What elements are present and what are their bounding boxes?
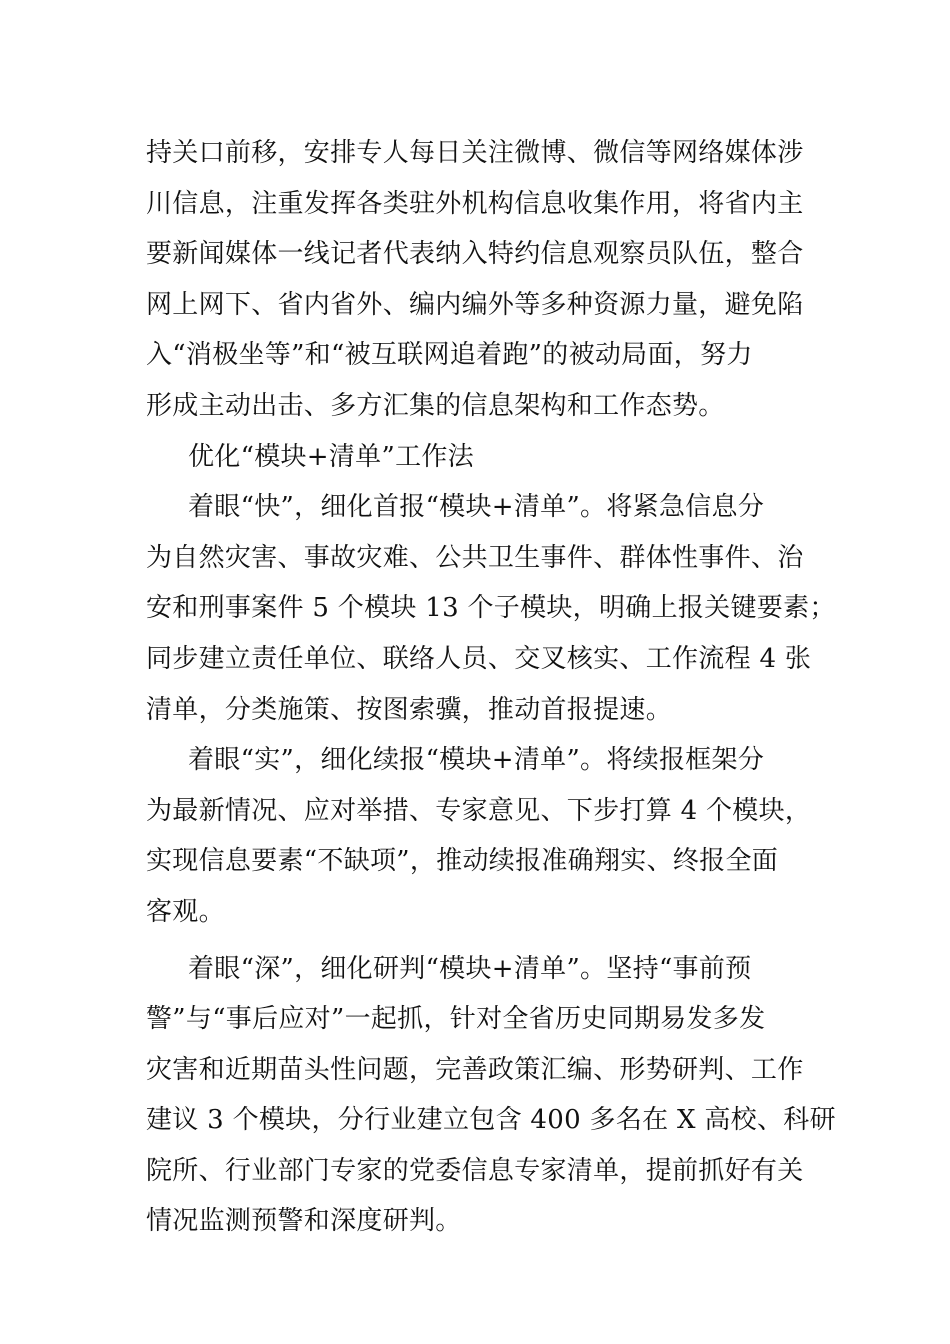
text-line: 持关口前移，安排专人每日关注微博、微信等网络媒体涉 (146, 138, 804, 168)
text-line: 网上网下、省内省外、编内编外等多种资源力量，避免陷 (146, 289, 804, 320)
section-heading (146, 432, 810, 483)
text-line: 客观。 (146, 896, 225, 927)
document-body (146, 128, 836, 1247)
text-line: 警”与“事后应对”一起抓，针对全省历史同期易发多发 (146, 1004, 766, 1035)
text-line: 着眼“实”，细化续报“模块+清单”。将续报框架分 (188, 745, 765, 776)
text-line: 入“消极坐等”和“被互联网追着跑”的被动局面，努力 (146, 340, 753, 371)
text-line: 灾害和近期苗头性问题，完善政策汇编、形势研判、工作 (146, 1054, 804, 1085)
paragraph-p3 (146, 735, 810, 937)
paragraph-p4 (146, 944, 836, 1248)
text-line: 着眼“深”，细化研判“模块+清单”。坚持“事前预 (188, 953, 752, 984)
text-line: 为自然灾害、事故灾难、公共卫生事件、群体性事件、治 (146, 542, 804, 573)
paragraph-p2 (146, 482, 836, 735)
text-line: 院所、行业部门专家的党委信息专家清单，提前抓好有关 (146, 1155, 804, 1186)
text-line: 情况监测预警和深度研判。 (146, 1206, 462, 1237)
text-line: 要新闻媒体一线记者代表纳入特约信息观察员队伍，整合 (146, 239, 804, 270)
text-line: 着眼“快”，细化首报“模块+清单”。将紧急信息分 (188, 492, 765, 523)
text-line: 川信息，注重发挥各类驻外机构信息收集作用，将省内主 (146, 188, 804, 219)
text-line: 实现信息要素“不缺项”，推动续报准确翔实、终报全面 (146, 846, 779, 877)
text-line: 建议 3 个模块，分行业建立包含 400 多名在 X 高校、科研 (146, 1105, 836, 1136)
text-line: 同步建立责任单位、联络人员、交叉核实、工作流程 4 张 (146, 643, 812, 674)
paragraph-p1 (146, 128, 810, 432)
text-line: 形成主动出击、多方汇集的信息架构和工作态势。 (146, 390, 725, 421)
text-line: 清单，分类施策、按图索骥，推动首报提速。 (146, 694, 673, 725)
heading-text: 优化“模块+清单”工作法 (188, 441, 474, 472)
text-line: 安和刑事案件 5 个模块 13 个子模块，明确上报关键要素； (146, 593, 836, 624)
text-line: 为最新情况、应对举措、专家意见、下步打算 4 个模块， (146, 795, 812, 826)
